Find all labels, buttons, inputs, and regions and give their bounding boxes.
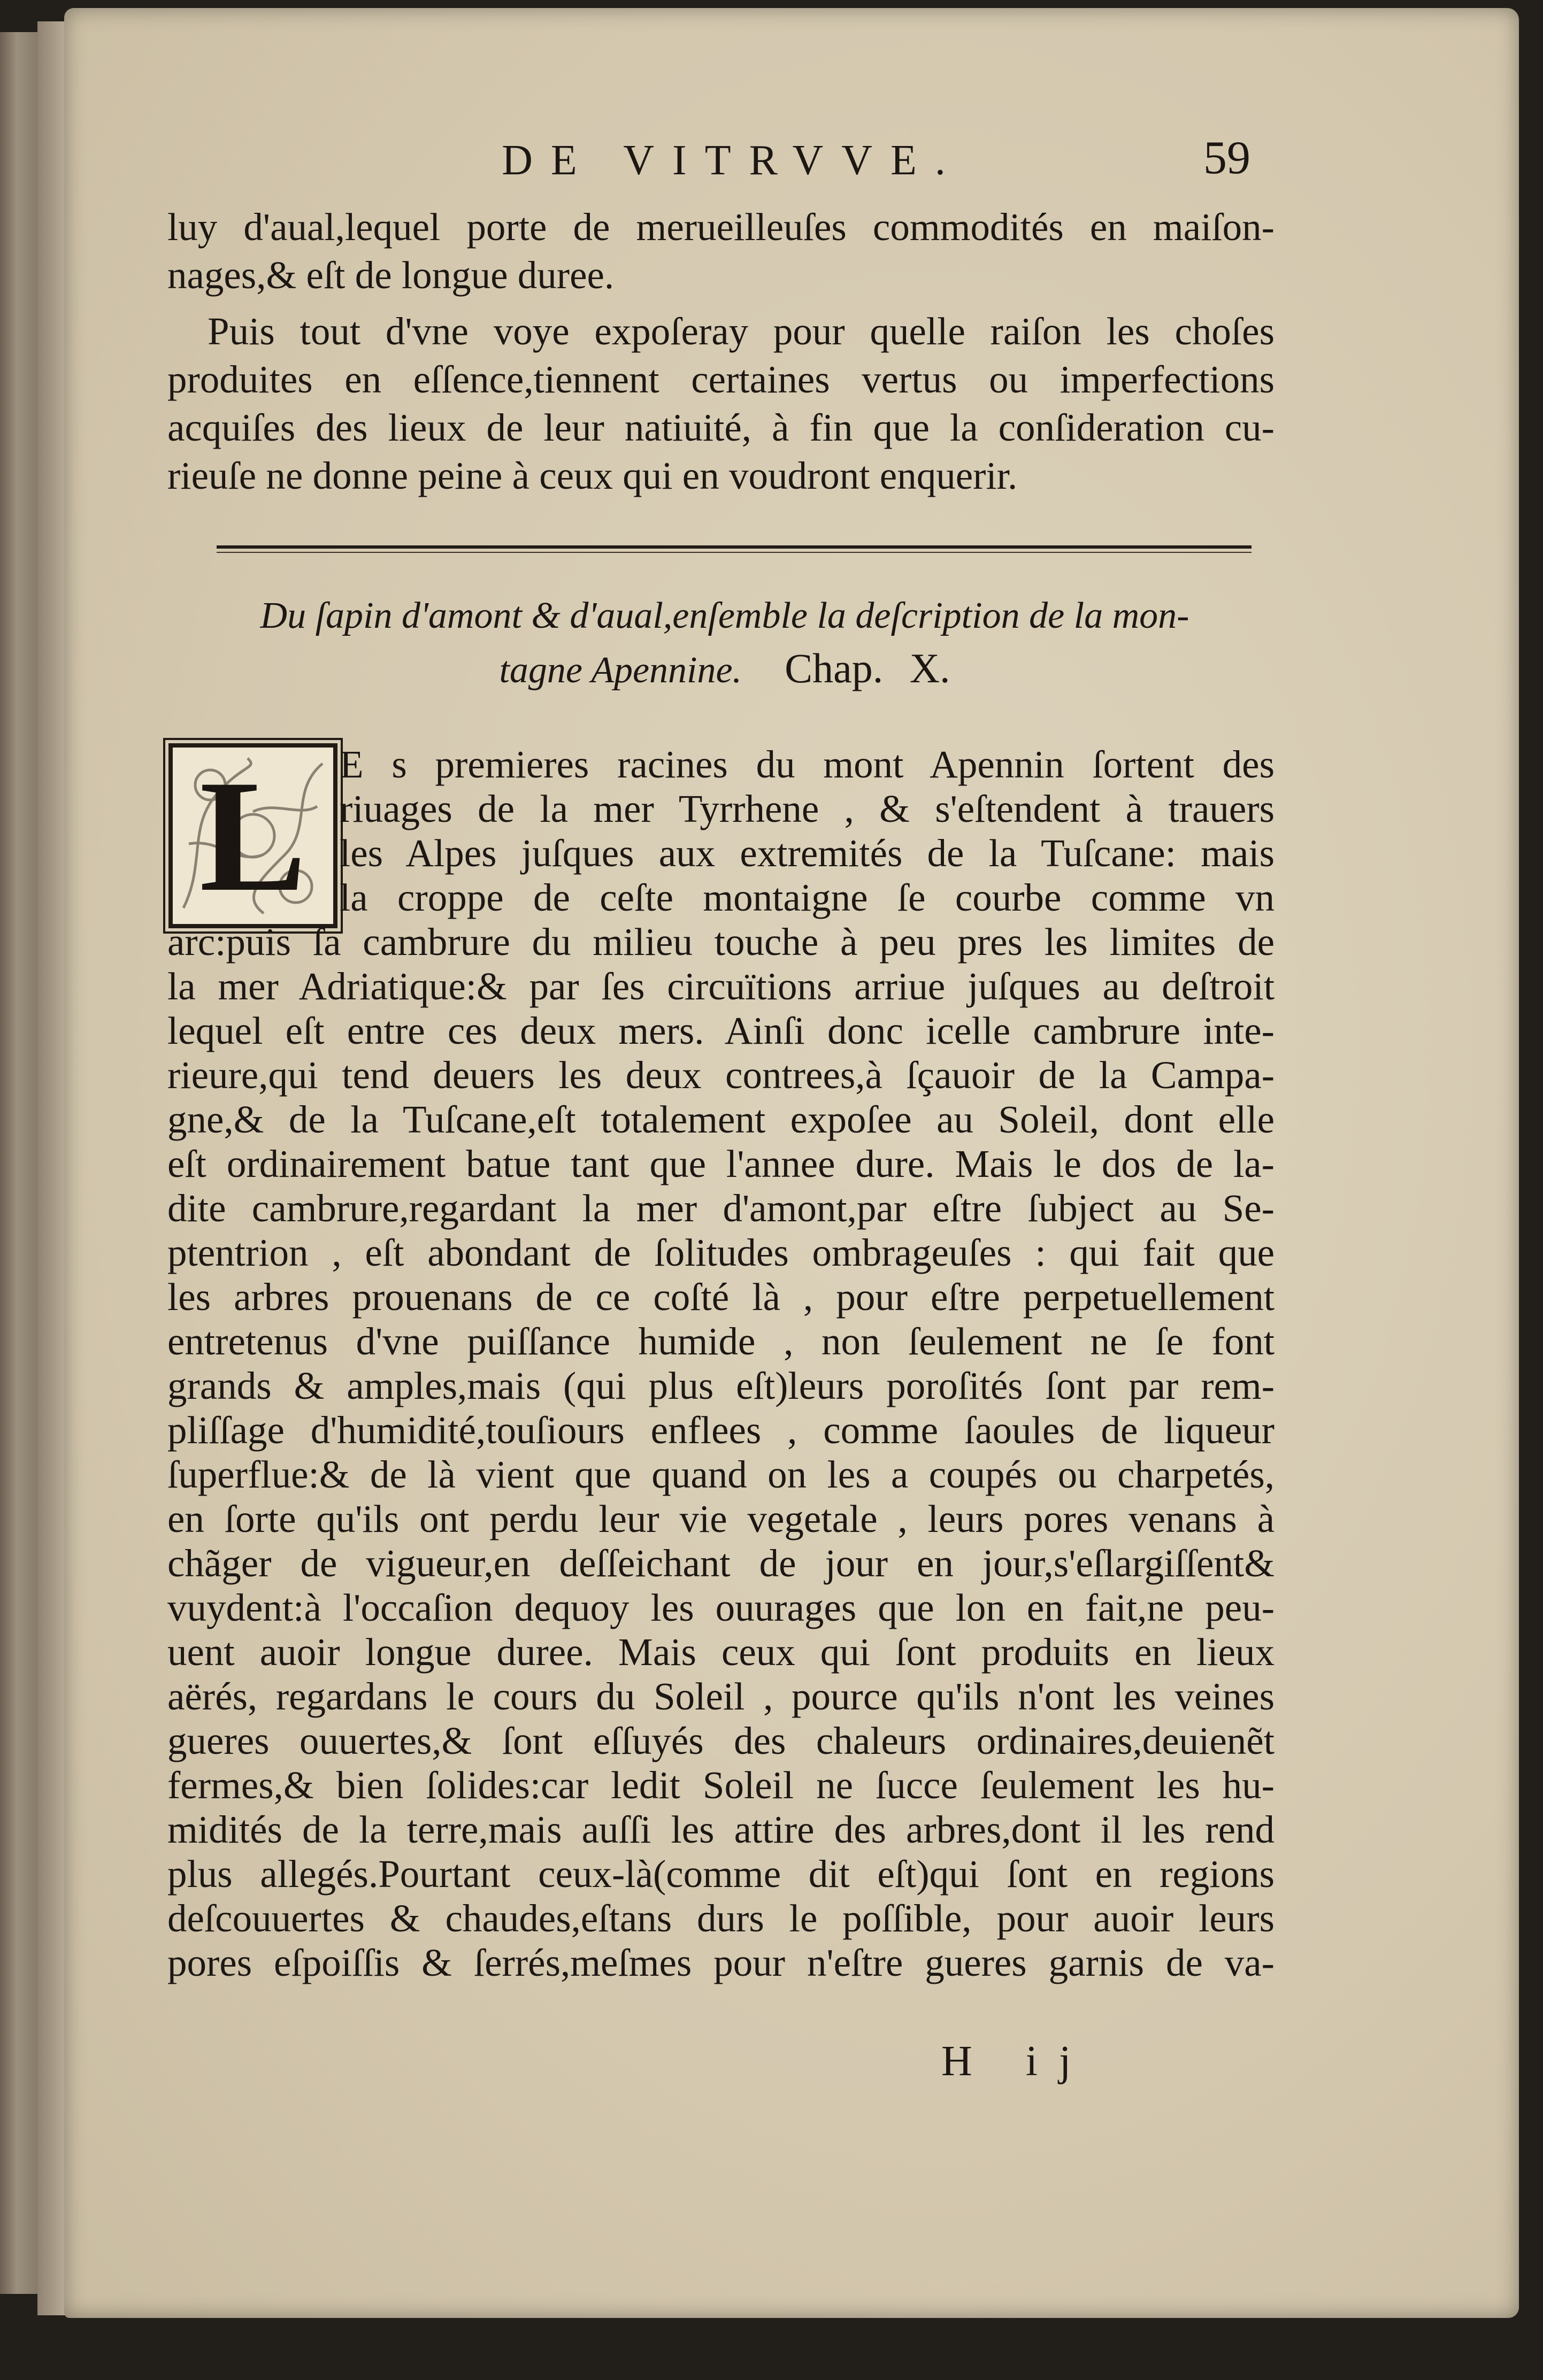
- chapter-title-line-1: Du ſapin d'amont & d'aual,enſemble la deſcription de la mon-: [260, 595, 1189, 636]
- intro-line: nages,& eſt de longue duree.: [167, 253, 615, 297]
- decorated-initial-letter: [168, 743, 337, 928]
- body-line: gueres ouuertes,& ſont eſſuyés des chaleurs ordinaires,deuienẽt: [167, 1719, 1275, 1762]
- body-line: aërés, regardans le cours du Soleil , pource qu'ils n'ont les veines: [167, 1675, 1275, 1718]
- body-line: dite cambrure,regardant la mer d'amont,par eſtre ſubject au Se-: [167, 1187, 1275, 1230]
- body-line: lequel eſt entre ces deux mers. Ainſi donc icelle cambrure inte-: [167, 1009, 1275, 1052]
- body-line: la croppe de ceſte montaigne ſe courbe comme vn: [340, 876, 1275, 919]
- section-rule-thin: [217, 552, 1252, 553]
- body-line: en ſorte qu'ils ont perdu leur vie vegetale , leurs pores venans à: [167, 1497, 1275, 1541]
- body-line: les Alpes juſques aux extremités de la Tuſcane: mais: [340, 831, 1275, 875]
- body-line: ptentrion , eſt abondant de ſolitudes ombrageuſes : qui fait que: [167, 1231, 1275, 1274]
- section-rule: [217, 545, 1252, 549]
- facing-page-edge: [0, 32, 37, 2294]
- intro-line: acquiſes des lieux de leur natiuité, à fin que la conſideration cu-: [167, 406, 1275, 449]
- intro-line: rieuſe ne donne peine à ceux qui en voudront enquerir.: [167, 454, 1018, 497]
- body-line: midités de la terre,mais auſſi les attire des arbres,dont il les rend: [167, 1808, 1275, 1851]
- body-line: rieure,qui tend deuers les deux contrees,à ſçauoir de la Campa-: [167, 1053, 1275, 1097]
- body-line: vuydent:à l'occaſion dequoy les ouurages que lon en fait,ne peu-: [167, 1586, 1275, 1629]
- chapter-heading: [209, 590, 1241, 697]
- body-line: plus allegés.Pourtant ceux-là(comme dit eſt)qui ſont en regions: [167, 1852, 1275, 1896]
- intro-line: luy d'aual,lequel porte de merueilleuſes commodités en maiſon-: [167, 205, 1275, 249]
- body-line: arc:puis ſa cambrure du milieu touche à peu pres les limites de: [167, 920, 1275, 964]
- chapter-title-line-2: [209, 642, 1241, 697]
- book-page: [64, 8, 1519, 2318]
- page-number: 59: [1203, 132, 1250, 184]
- body-line: fermes,& bien ſolides:car ledit Soleil ne ſucce ſeulement les hu-: [167, 1763, 1275, 1807]
- body-line: pores eſpoiſſis & ſerrés,meſmes pour n'eſtre gueres garnis de va-: [167, 1941, 1275, 1984]
- body-line: eſt ordinairement batue tant que l'annee dure. Mais le dos de la-: [167, 1142, 1275, 1185]
- body-line: la mer Adriatique:& par ſes circuïtions arriue juſques au deſtroit: [167, 965, 1275, 1008]
- body-line: pliſſage d'humidité,touſiours enflees , comme ſaoules de liqueur: [167, 1408, 1275, 1452]
- body-line: ſuperflue:& de là vient que quand on les a coupés ou charpetés,: [167, 1453, 1275, 1496]
- intro-line: produites en eſſence,tiennent certaines vertus ou imperfections: [167, 358, 1275, 401]
- signature-mark: H ij: [941, 2038, 1093, 2085]
- body-line: riuages de la mer Tyrrhene , & s'eſtendent à trauers: [340, 787, 1275, 830]
- chapter-number: Chap. X.: [785, 645, 950, 691]
- running-head: DE VITRVVE.: [502, 137, 964, 184]
- intro-line: Puis tout d'vne voye expoſeray pour quelle raiſon les choſes: [208, 310, 1275, 353]
- body-line: entretenus d'vne puiſſance humide , non ſeulement ne ſe font: [167, 1320, 1275, 1363]
- body-line: E s premieres racines du mont Apennin ſortent des: [340, 743, 1275, 786]
- body-line: les arbres prouenans de ce coſté là , pour eſtre perpetuellement: [167, 1275, 1275, 1319]
- initial-letter: L: [199, 747, 307, 925]
- body-line: grands & amples,mais (qui plus eſt)leurs poroſités ſont par rem-: [167, 1364, 1275, 1407]
- body-line: deſcouuertes & chaudes,eſtans durs le poſſible, pour auoir leurs: [167, 1897, 1275, 1940]
- body-line: chãger de vigueur,en deſſeichant de jour en jour,s'eſlargiſſent&: [167, 1542, 1275, 1585]
- body-line: gne,& de la Tuſcane,eſt totalement expoſee au Soleil, dont elle: [167, 1098, 1275, 1141]
- chapter-title-text: tagne Apennine.: [499, 650, 742, 691]
- body-line: uent auoir longue duree. Mais ceux qui ſont produits en lieux: [167, 1630, 1275, 1674]
